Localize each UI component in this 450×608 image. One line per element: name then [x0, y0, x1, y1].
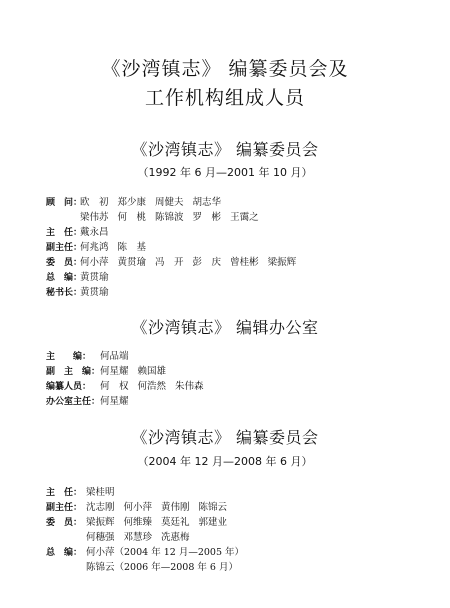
row-names	[80, 226, 109, 240]
member-name: 何小萍	[80, 257, 109, 268]
committee-2-row	[46, 561, 238, 575]
member-name: 何星耀	[100, 366, 129, 377]
row-names	[86, 516, 227, 530]
member-name: 梁伟苏	[80, 212, 109, 223]
page-title-line-1: 《沙湾镇志》 编纂委员会及	[101, 58, 349, 80]
row-label: 副主任：	[46, 243, 83, 253]
row-label: 办公室主任：	[46, 397, 101, 407]
member-name: 陈 基	[117, 242, 147, 253]
committee-2-period: （2004 年 12 月—2008 年 6 月）	[137, 455, 313, 468]
member-name: 何 桃	[117, 212, 147, 223]
row-label: 副主任：	[46, 503, 83, 513]
committee-1-row	[46, 241, 146, 255]
member-name: 胡志华	[192, 197, 222, 208]
member-name: 黄贯瑜	[80, 287, 109, 298]
row-names	[100, 395, 129, 409]
row-label: 委 员：	[46, 258, 83, 268]
row-names	[100, 380, 204, 394]
committee-1-row	[46, 256, 296, 270]
member-name: 何 权	[100, 381, 129, 392]
committee-1-row	[46, 271, 109, 285]
member-name: 何小萍（2004 年 12 月—2005 年）	[86, 547, 245, 558]
member-name: 何小萍	[123, 502, 153, 513]
member-name: 罗 彬	[192, 212, 222, 223]
member-name: 冼惠梅	[161, 532, 190, 543]
member-name: 何品端	[100, 351, 129, 362]
member-name: 梁振辉	[267, 257, 297, 268]
row-label: 总 编：	[46, 273, 83, 283]
row-names	[80, 196, 221, 210]
row-names	[100, 365, 166, 379]
page-title-line-2: 工作机构组成人员	[144, 87, 305, 109]
row-label: 总 编：	[46, 548, 83, 558]
row-names	[86, 546, 244, 560]
committee-1-row	[46, 196, 221, 210]
member-name: 沈志刚	[86, 502, 115, 513]
member-name: 梁桂明	[86, 487, 115, 498]
editorial-office-row	[46, 380, 204, 394]
row-names	[80, 241, 146, 255]
member-name: 郑少康	[117, 197, 147, 208]
committee-1-row	[46, 211, 259, 225]
row-label: 秘书长：	[46, 288, 83, 298]
row-label: 副 主 编：	[46, 367, 101, 377]
editorial-office-title: 《沙湾镇志》 编辑办公室	[131, 318, 319, 337]
row-label: 主 编：	[46, 352, 92, 362]
member-name: 戴永昌	[80, 227, 109, 238]
member-name: 黄伟刚	[161, 502, 190, 513]
committee-2-title: 《沙湾镇志》 编纂委员会	[131, 428, 319, 447]
member-name: 黄贯瑜	[80, 272, 109, 283]
row-label: 委 员：	[46, 518, 83, 528]
committee-1-row	[46, 286, 109, 300]
editorial-office-row	[46, 395, 129, 409]
member-name: 黄贯瑜	[117, 257, 147, 268]
member-name: 陈锦波	[155, 212, 184, 223]
row-label: 顾 问：	[46, 198, 83, 208]
member-name: 冯 开	[155, 257, 184, 268]
member-name: 朱伟森	[175, 381, 204, 392]
member-name: 何星耀	[100, 396, 129, 407]
row-names	[86, 501, 227, 515]
committee-2-row	[46, 486, 115, 500]
member-name: 彭 庆	[192, 257, 222, 268]
row-label: 主 任：	[46, 488, 83, 498]
member-name: 何浩然	[137, 381, 167, 392]
member-name: 曾桂彬	[230, 257, 259, 268]
row-label: 主 任：	[46, 228, 83, 238]
member-name: 莫廷礼	[161, 517, 190, 528]
member-name: 何维臻	[123, 517, 153, 528]
committee-2-row	[46, 531, 190, 545]
editorial-office-row	[46, 365, 166, 379]
row-names	[80, 256, 296, 270]
committee-1-title: 《沙湾镇志》 编纂委员会	[131, 140, 319, 159]
committee-2-row	[46, 546, 244, 560]
member-name: 何穗强	[86, 532, 115, 543]
member-name: 周健夫	[155, 197, 184, 208]
member-name: 陈锦云	[198, 502, 228, 513]
committee-2-row	[46, 501, 227, 515]
row-names	[86, 561, 238, 575]
member-name: 王霭之	[230, 212, 259, 223]
row-names	[80, 211, 259, 225]
member-name: 梁振辉	[86, 517, 115, 528]
member-name: 陈锦云（2006 年—2008 年 6 月）	[86, 562, 238, 573]
member-name: 欧 初	[80, 197, 109, 208]
row-names	[80, 286, 109, 300]
editorial-office-row	[46, 350, 129, 364]
committee-2-row	[46, 516, 227, 530]
row-names	[86, 486, 115, 500]
row-names	[100, 350, 129, 364]
committee-1-period: （1992 年 6 月—2001 年 10 月）	[137, 166, 313, 179]
member-name: 邓慧珍	[123, 532, 153, 543]
member-name: 赖国雄	[137, 366, 167, 377]
committee-1-row	[46, 226, 109, 240]
member-name: 何兆鸿	[80, 242, 109, 253]
row-names	[86, 531, 190, 545]
row-label: 编纂人员：	[46, 382, 92, 392]
member-name: 郭建业	[198, 517, 228, 528]
row-names	[80, 271, 109, 285]
